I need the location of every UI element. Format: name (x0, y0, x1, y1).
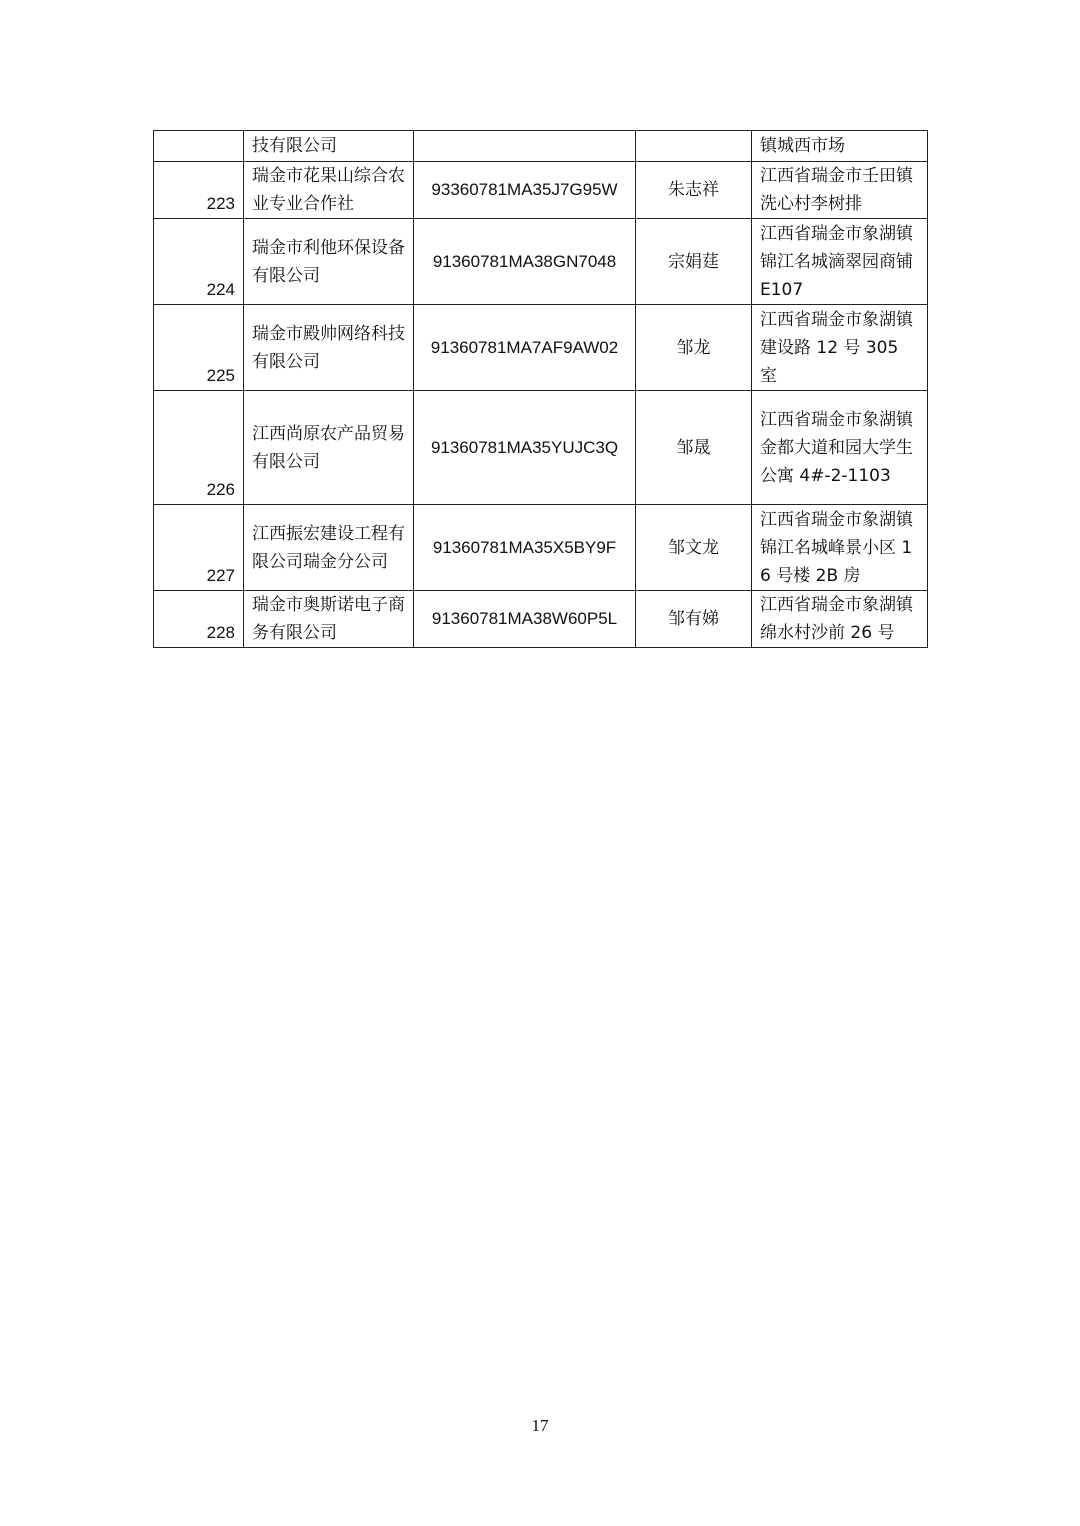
row-number: 223 (154, 162, 244, 219)
table-row (154, 591, 928, 648)
row-number: 226 (154, 391, 244, 505)
company-address: 江西省瑞金市象湖镇金都大道和园大学生公寓 4#-2-1103 (752, 391, 928, 505)
legal-representative: 宗娟莛 (636, 219, 752, 305)
legal-representative: 邹晟 (636, 391, 752, 505)
company-address: 江西省瑞金市壬田镇洗心村李树排 (752, 162, 928, 219)
company-address: 镇城西市场 (752, 131, 928, 162)
legal-representative: 邹文龙 (636, 505, 752, 591)
company-address: 江西省瑞金市象湖镇锦江名城滴翠园商铺 E107 (752, 219, 928, 305)
credit-code: 91360781MA38GN7048 (414, 219, 636, 305)
credit-code: 91360781MA35X5BY9F (414, 505, 636, 591)
credit-code: 91360781MA7AF9AW02 (414, 305, 636, 391)
table-row (154, 131, 928, 162)
company-name: 瑞金市利他环保设备有限公司 (244, 219, 414, 305)
page-number: 17 (531, 1416, 549, 1435)
credit-code: 93360781MA35J7G95W (414, 162, 636, 219)
row-number (154, 131, 244, 162)
company-address: 江西省瑞金市象湖镇锦江名城峰景小区 16 号楼 2B 房 (752, 505, 928, 591)
legal-representative (636, 131, 752, 162)
company-name: 技有限公司 (244, 131, 414, 162)
table-row (154, 391, 928, 505)
credit-code: 91360781MA35YUJC3Q (414, 391, 636, 505)
credit-code: 91360781MA38W60P5L (414, 591, 636, 648)
credit-code (414, 131, 636, 162)
company-name: 瑞金市殿帅网络科技有限公司 (244, 305, 414, 391)
company-registry-table (153, 130, 928, 648)
company-address: 江西省瑞金市象湖镇绵水村沙前 26 号 (752, 591, 928, 648)
company-name: 瑞金市奥斯诺电子商务有限公司 (244, 591, 414, 648)
company-name: 瑞金市花果山综合农业专业合作社 (244, 162, 414, 219)
table-row (154, 305, 928, 391)
row-number: 224 (154, 219, 244, 305)
row-number: 227 (154, 505, 244, 591)
table-row (154, 505, 928, 591)
company-name: 江西尚原农产品贸易有限公司 (244, 391, 414, 505)
row-number: 225 (154, 305, 244, 391)
legal-representative: 邹有娣 (636, 591, 752, 648)
company-address: 江西省瑞金市象湖镇建设路 12 号 305 室 (752, 305, 928, 391)
legal-representative: 邹龙 (636, 305, 752, 391)
table-row (154, 162, 928, 219)
company-name: 江西振宏建设工程有限公司瑞金分公司 (244, 505, 414, 591)
row-number: 228 (154, 591, 244, 648)
legal-representative: 朱志祥 (636, 162, 752, 219)
table-row (154, 219, 928, 305)
